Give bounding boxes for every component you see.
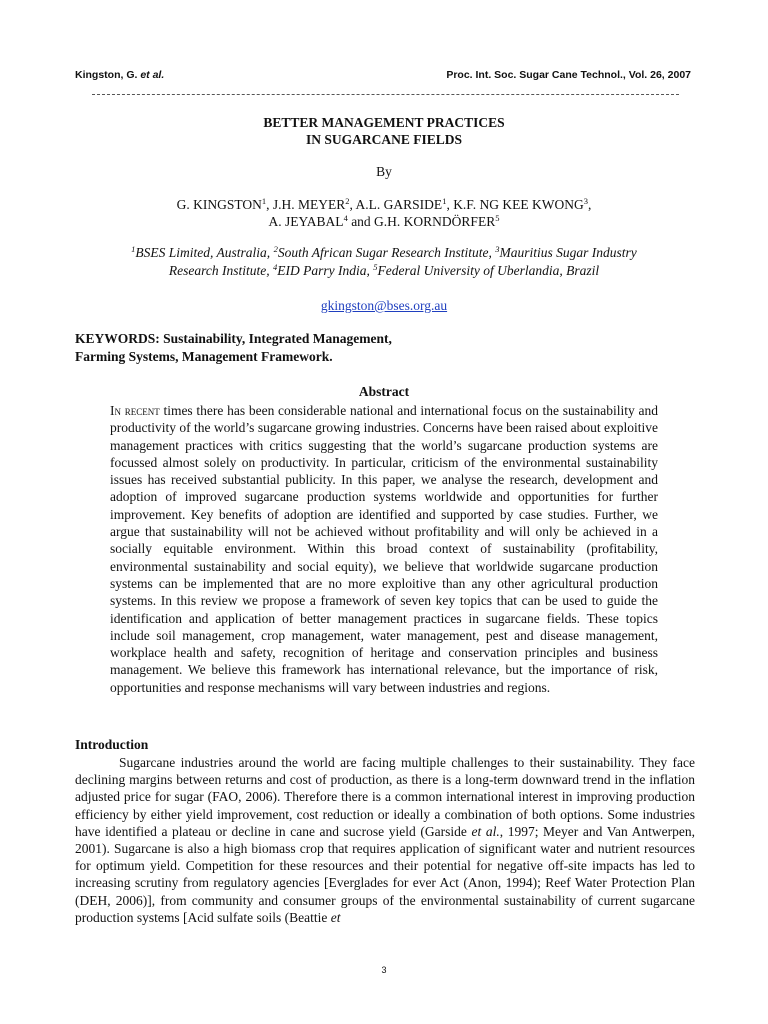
title-line-1: BETTER MANAGEMENT PRACTICES xyxy=(263,115,505,130)
page-number: 3 xyxy=(381,965,387,975)
author-list xyxy=(75,196,693,230)
running-head-author: Kingston, G. et al. xyxy=(75,69,165,81)
by-line: By xyxy=(376,164,392,179)
running-head-journal: Proc. Int. Soc. Sugar Cane Technol., Vol. 26, 2007 xyxy=(446,69,691,81)
contact-email xyxy=(75,298,693,314)
running-head xyxy=(75,69,691,85)
affiliations xyxy=(75,244,693,280)
header-divider xyxy=(92,94,679,95)
email-link[interactable]: gkingston@bses.org.au xyxy=(320,298,448,313)
affiliation-line-1: $^1$BSES Limited, Australia, $^2$South African Sugar Research Institute, $^3$Mauritius Sugar Industry xyxy=(131,244,637,260)
abstract-body: times there has been considerable national and international focus on the sustainability and productivity of the world’s sugarcane growing industries. Concerns have been raised about exploitive management practices with critics suggesting that the world’s sugarcane production systems are focussed almost solely on productivity. In particular, criticism of the environmental sustainability issues has received substantial publicity. In this paper, we analyse the research, development and adoption of improved sugarcane production systems worldwide and opportunities for further improvement. Key benefits of adoption are identified and supported by case studies. Further, we argue that sustainability will not be achieved without profitability and will only be achieved in a socially equitable environment. Within this broad context of sustainability (profitability, environmental sustainability and social equity), we believe that worldwide sugarcane production systems can be implemented that are no more exploitive than any other agricultural production systems. In this review we propose a framework of seven key topics that can be used to guide the identification and application of better management practices in sugarcane fields. These topics include soil management, crop management, water management, pest and disease management, workplace health and safety, recognition of heritage and conservation principles and business management. We believe this framework has international relevance, but the importance of risk, opportunities and response mechanisms will vary between industries and regions. xyxy=(110,403,658,695)
keywords-line-2: Farming Systems, Management Framework. xyxy=(75,349,333,364)
title-line-2: IN SUGARCANE FIELDS xyxy=(305,132,463,147)
abstract-lead: In recent xyxy=(110,403,160,418)
author-line-1: G. KINGSTON$^1$, J.H. MEYER$^2$, A.L. GARSIDE$^1$, K.F. NG KEE KWONG$^3$, xyxy=(176,196,592,212)
affiliation-line-2: Research Institute, $^4$EID Parry India, $^5$Federal University of Uberlandia, Brazil xyxy=(168,262,600,278)
author-line-2: A. JEYABAL$^4$ and G.H. KORNDÖRFER$^5$ xyxy=(268,213,500,229)
abstract-heading: Abstract xyxy=(358,384,410,399)
introduction-text: Sugarcane industries around the world are facing multiple challenges to their sustainability. They face declining margins between returns and cost of production, as there is a long-term downward trend in the inflation adjusted price for sugar (FAO, 2006). Therefore there is a common international interest in improving production efficiency by either yield improvement, cost reduction or ideally a combination of both options. Some industries have identified a plateau or decline in cane and sucrose yield (Garside et al., 1997; Meyer and Van Antwerpen, 2001). Sugarcane is also a high biomass crop that requires application of significant water and nutrient resources for optimum yield. Competition for these resources and their potential for negative off-site impacts has led to increasing scrutiny from regulatory agencies [Everglades for ever Act (Anon, 1994); Reef Water Protection Plan (DEH, 2006)], from community and consumer groups of the environmental sustainability of current sugarcane production systems [Acid sulfate soils (Beattie et xyxy=(75,755,695,925)
introduction-heading: Introduction xyxy=(75,737,149,752)
keywords xyxy=(75,330,695,366)
keywords-line-1: KEYWORDS: Sustainability, Integrated Management, xyxy=(75,331,392,346)
paper-title xyxy=(75,114,693,148)
abstract-text xyxy=(110,402,658,696)
